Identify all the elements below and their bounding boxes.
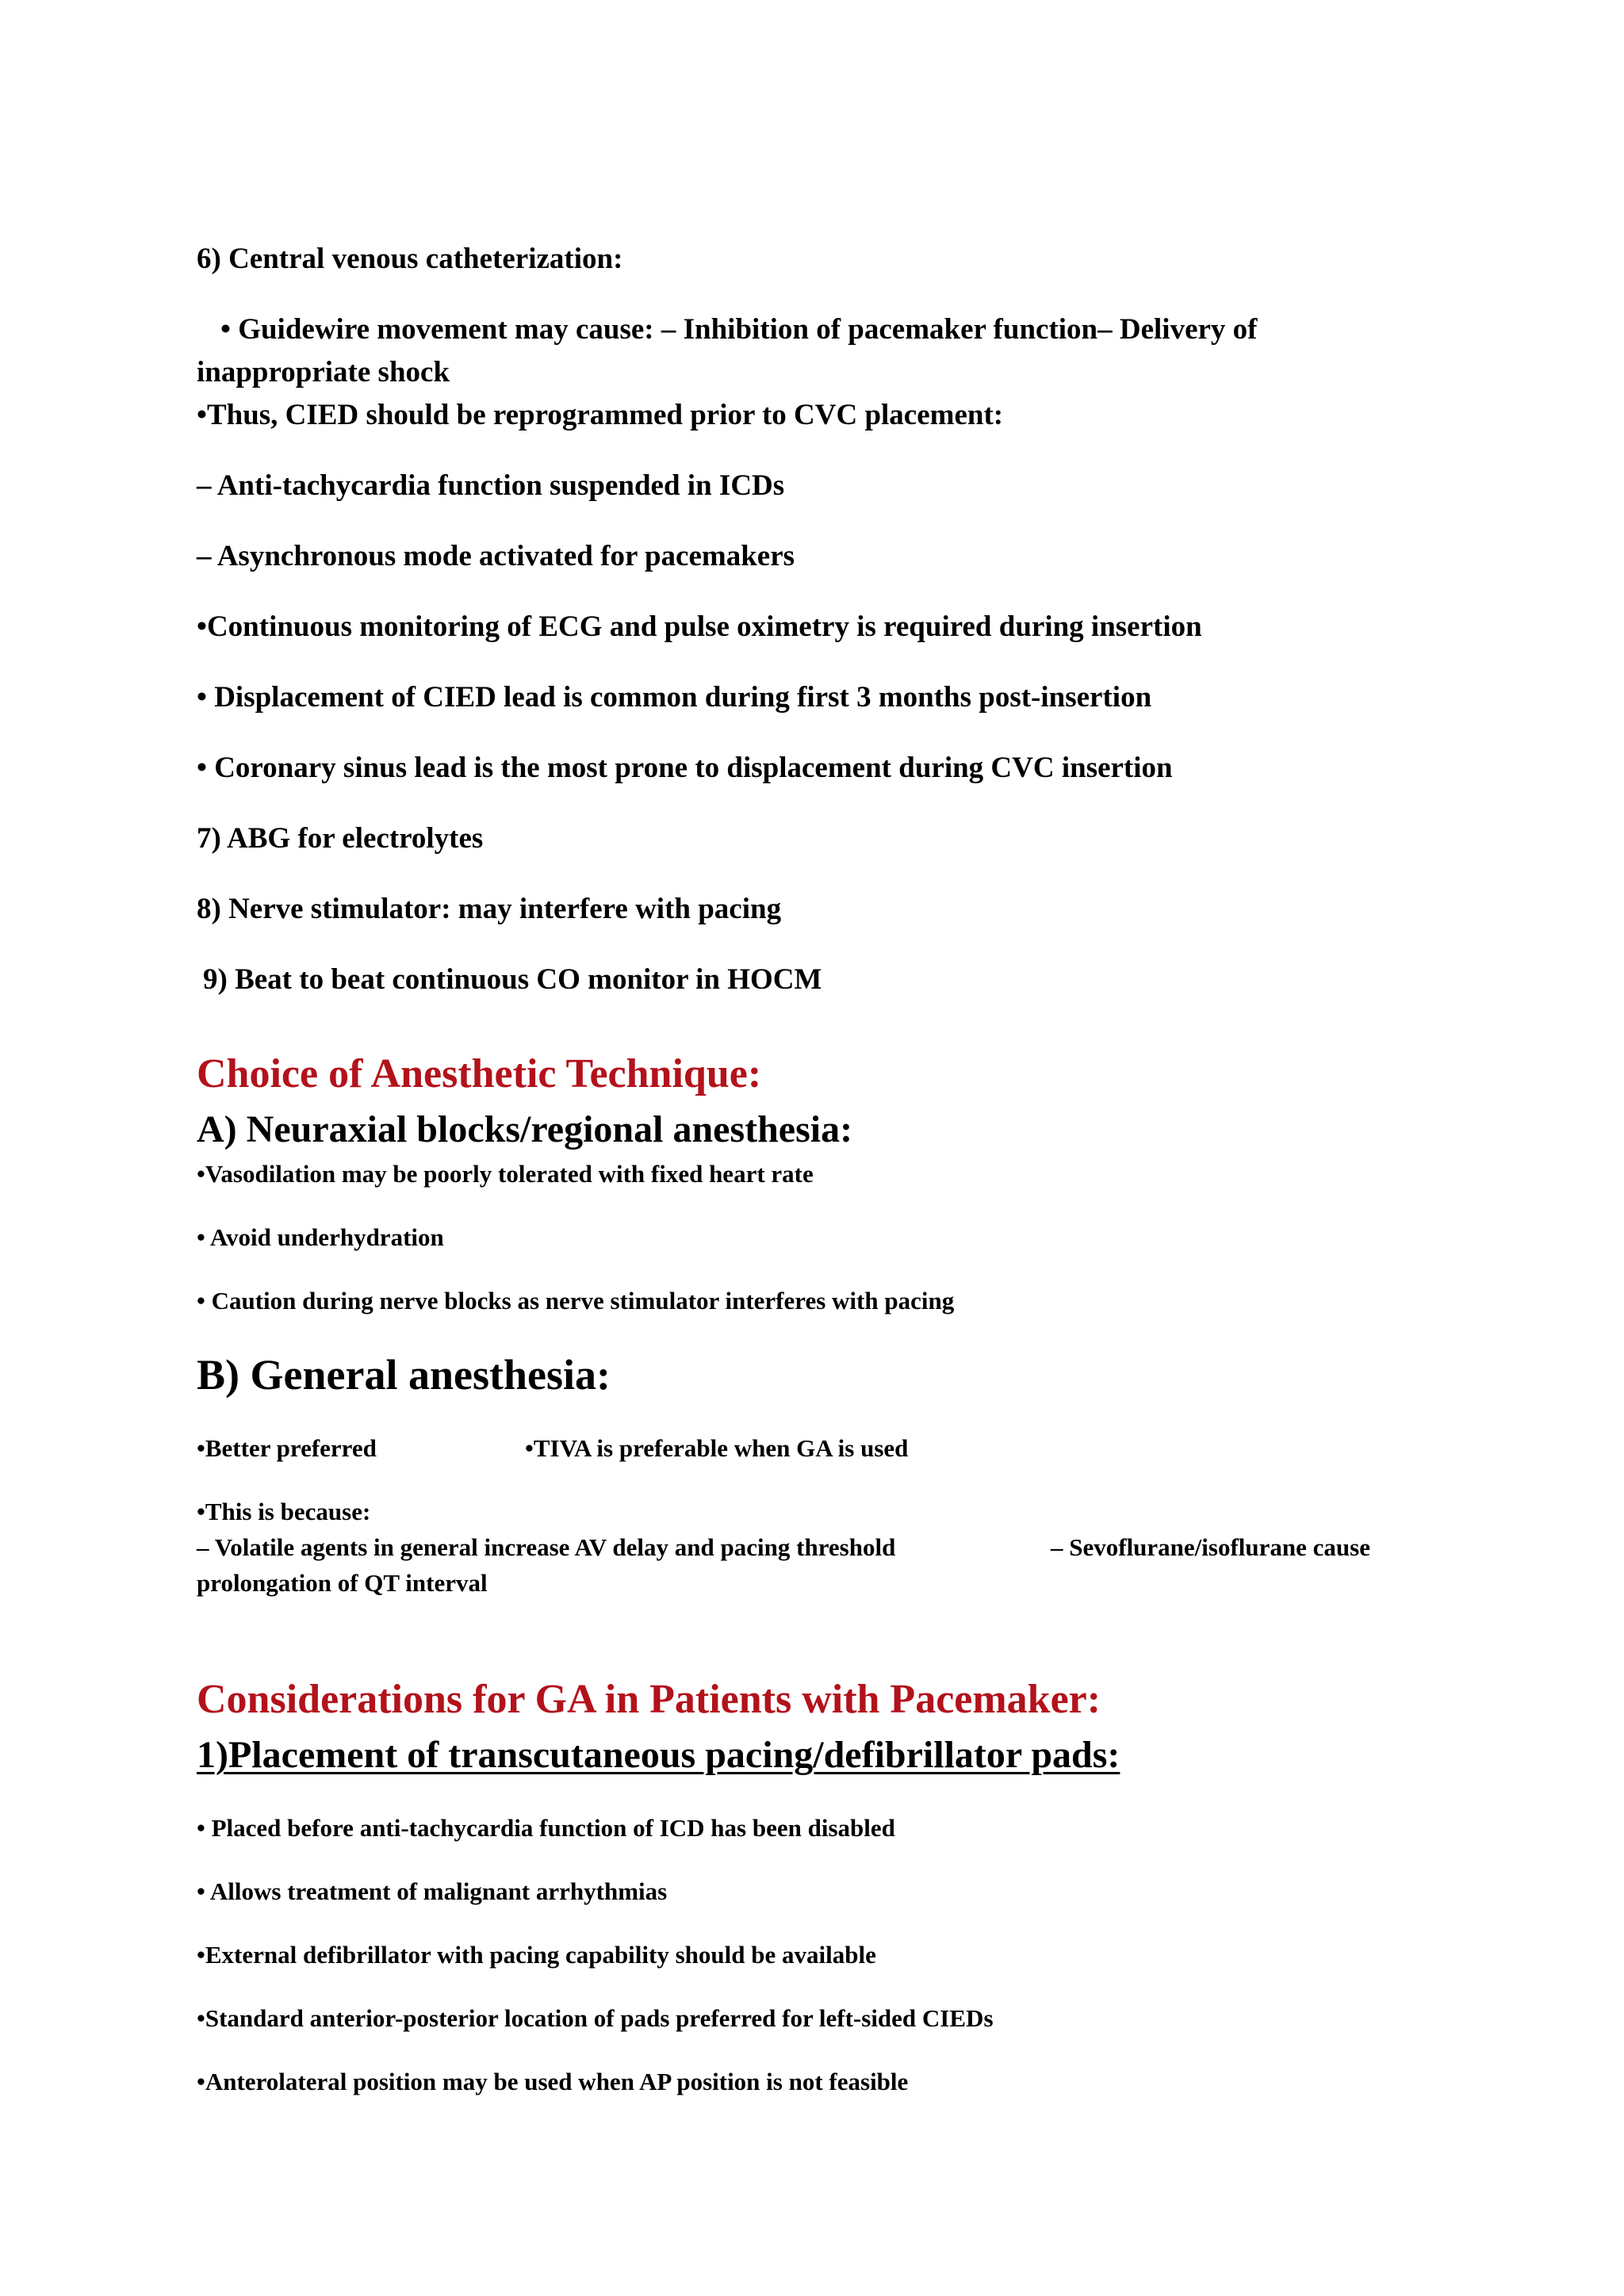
better-preferred: •Better preferred	[197, 1434, 377, 1462]
continuous-monitoring-line: •Continuous monitoring of ECG and pulse oximetry is required during insertion	[197, 610, 1202, 643]
volatile-line-1: – Volatile agents in general increase AV delay and pacing threshold	[197, 1533, 896, 1561]
coronary-sinus-line: • Coronary sinus lead is the most prone to displacement during CVC insertion	[197, 752, 1173, 784]
allows-line: • Allows treatment of malignant arrhythmias	[197, 1877, 668, 1905]
vasodilation-line: •Vasodilation may be poorly tolerated with fixed heart rate	[197, 1160, 814, 1188]
sevo-line-1: – Sevoflurane/isoflurane cause	[1051, 1533, 1370, 1561]
displacement-line: • Displacement of CIED lead is common during first 3 months post-insertion	[197, 681, 1152, 714]
pads-heading: 1)Placement of transcutaneous pacing/defibrillator pads:	[197, 1734, 1120, 1776]
guidewire-line-1: • Guidewire movement may cause: – Inhibition of pacemaker function– Delivery of	[220, 313, 1258, 346]
ga-heading: B) General anesthesia:	[197, 1351, 611, 1399]
nerve-stim-line: 8) Nerve stimulator: may interfere with pacing	[197, 893, 782, 925]
anti-tachy-line: – Anti-tachycardia function suspended in ICDs	[197, 469, 785, 502]
because-line: •This is because:	[197, 1498, 371, 1525]
abg-line: 7) ABG for electrolytes	[197, 822, 484, 855]
reprogram-line: •Thus, CIED should be reprogrammed prior to CVC placement:	[197, 399, 1004, 431]
standard-line: •Standard anterior-posterior location of pads preferred for left-sided CIEDs	[197, 2004, 994, 2032]
neuraxial-heading: A) Neuraxial blocks/regional anesthesia:	[197, 1108, 853, 1150]
technique-title: Choice of Anesthetic Technique:	[197, 1051, 762, 1096]
anterolateral-line: •Anterolateral position may be used when AP position is not feasible	[197, 2068, 909, 2095]
co-monitor-line: 9) Beat to beat continuous CO monitor in HOCM	[203, 963, 822, 996]
underhydration-line: • Avoid underhydration	[197, 1223, 444, 1251]
volatile-line-2: prolongation of QT interval	[197, 1569, 488, 1597]
guidewire-line-2: inappropriate shock	[197, 356, 450, 388]
tiva-line: •TIVA is preferable when GA is used	[525, 1434, 909, 1462]
external-line: •External defibrillator with pacing capability should be available	[197, 1941, 876, 1969]
placed-before-line: • Placed before anti-tachycardia function of ICD has been disabled	[197, 1814, 895, 1842]
caution-line: • Caution during nerve blocks as nerve stimulator interferes with pacing	[197, 1287, 955, 1314]
async-mode-line: – Asynchronous mode activated for pacemakers	[197, 540, 795, 572]
pacemaker-title: Considerations for GA in Patients with Pacemaker:	[197, 1677, 1101, 1722]
cvc-heading: 6) Central venous catheterization:	[197, 243, 623, 275]
